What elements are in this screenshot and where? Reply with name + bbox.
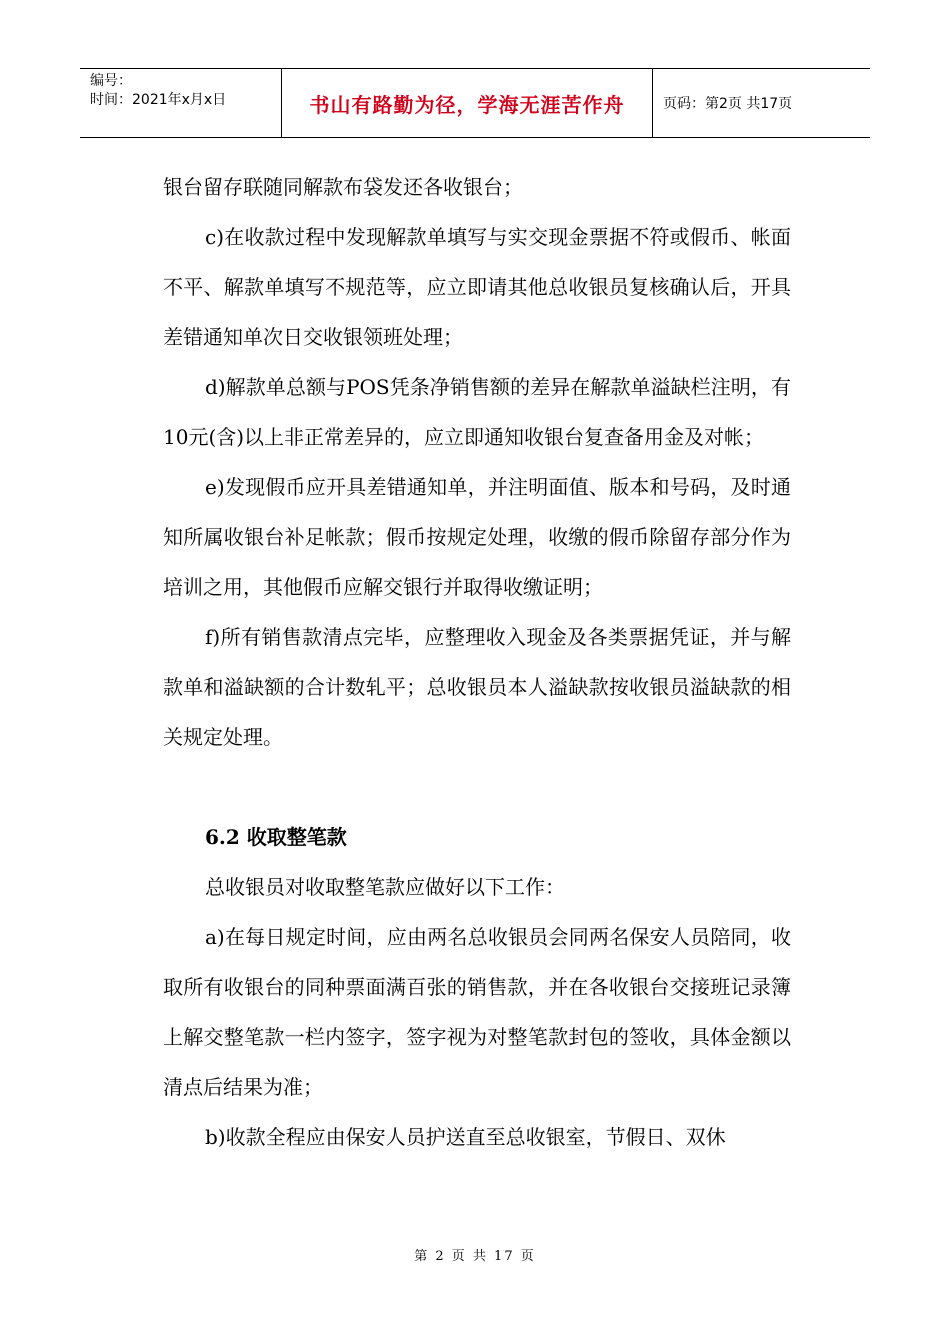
section-heading: 6.2 收取整笔款 bbox=[205, 825, 347, 849]
document-number-label: 编号： bbox=[90, 73, 132, 89]
header-motto: 书山有路勤为径，学海无涯苦作舟 bbox=[282, 69, 653, 137]
page-footer: 第 2 页 共 17 页 bbox=[414, 1249, 536, 1264]
paragraph-item-f: f)所有销售款清点完毕，应整理收入现金及各类票据凭证，并与解款单和溢缺额的合计数轧平；总收银员本人溢缺款按收银员溢缺款的相关规定处理。 bbox=[163, 625, 791, 749]
paragraph-continued: 银台留存联随同解款布袋发还各收银台； bbox=[163, 175, 523, 199]
paragraph-item-d: d)解款单总额与POS凭条净销售额的差异在解款单溢缺栏注明，有10元(含)以上非正常差异的，应立即通知收银台复查备用金及对帐； bbox=[163, 375, 791, 449]
header-page-info: 页码：第2页 共17页 bbox=[663, 96, 793, 112]
document-body bbox=[163, 162, 791, 1162]
paragraph-section-intro: 总收银员对收取整笔款应做好以下工作： bbox=[205, 875, 565, 899]
document-date-label: 时间：2021年x月x日 bbox=[90, 92, 227, 108]
document-header bbox=[80, 68, 870, 138]
paragraph-item-e: e)发现假币应开具差错通知单，并注明面值、版本和号码，及时通知所属收银台补足帐款；假币按规定处理，收缴的假币除留存部分作为培训之用，其他假币应解交银行并取得收缴证明； bbox=[163, 475, 791, 599]
paragraph-item-a: a)在每日规定时间，应由两名总收银员会同两名保安人员陪同，收取所有收银台的同种票面满百张的销售款，并在各收银台交接班记录簿上解交整笔款一栏内签字，签字视为对整笔款封包的签收，具体金额以清点后结果为准； bbox=[163, 925, 791, 1099]
header-meta bbox=[80, 69, 282, 137]
paragraph-item-c: c)在收款过程中发现解款单填写与实交现金票据不符或假币、帐面不平、解款单填写不规范等，应立即请其他总收银员复核确认后，开具差错通知单次日交收银领班处理； bbox=[163, 225, 791, 349]
paragraph-item-b: b)收款全程应由保安人员护送直至总收银室，节假日、双休 bbox=[205, 1125, 726, 1149]
